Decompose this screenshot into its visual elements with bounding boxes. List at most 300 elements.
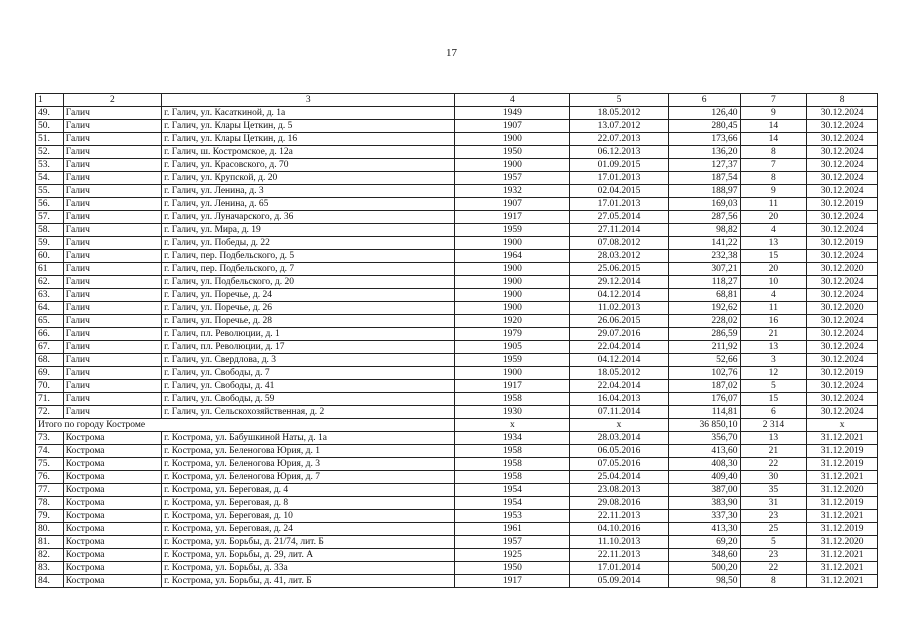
table-cell: 30.12.2024	[807, 172, 878, 185]
table-cell: 228,02	[668, 315, 740, 328]
table-row	[36, 198, 878, 211]
table-cell: 8	[740, 575, 807, 588]
table-row	[36, 341, 878, 354]
table-cell: 176,07	[668, 393, 740, 406]
table-cell: 1917	[455, 380, 570, 393]
table-cell: Кострома	[63, 497, 161, 510]
table-cell: 31.12.2021	[807, 549, 878, 562]
table-cell: 49.	[36, 107, 64, 120]
table-cell: 30.12.2024	[807, 250, 878, 263]
table-cell: Кострома	[63, 523, 161, 536]
table-cell: Галич	[63, 107, 161, 120]
table-cell: 348,60	[668, 549, 740, 562]
table-cell: Галич	[63, 406, 161, 419]
table-cell: 8	[740, 172, 807, 185]
table-cell: Кострома	[63, 432, 161, 445]
table-cell: 1930	[455, 406, 570, 419]
table-cell: 31.12.2019	[807, 497, 878, 510]
table-cell: 383,90	[668, 497, 740, 510]
table-cell: 409,40	[668, 471, 740, 484]
table-cell: 30.12.2024	[807, 107, 878, 120]
table-cell: 1900	[455, 133, 570, 146]
table-cell: 1900	[455, 276, 570, 289]
table-cell: 280,45	[668, 120, 740, 133]
table-cell: Кострома	[63, 471, 161, 484]
table-cell: 5	[740, 380, 807, 393]
table-cell: 69.	[36, 367, 64, 380]
table-cell: 1907	[455, 120, 570, 133]
table-cell: 71.	[36, 393, 64, 406]
table-cell: 56.	[36, 198, 64, 211]
table-cell: 7	[740, 159, 807, 172]
table-cell: 98,82	[668, 224, 740, 237]
table-cell: Галич	[63, 315, 161, 328]
table-cell: 1900	[455, 367, 570, 380]
table-cell: 17.01.2013	[570, 172, 668, 185]
table-cell: 22.04.2014	[570, 380, 668, 393]
table-cell: 17.01.2014	[570, 562, 668, 575]
table-cell: 286,59	[668, 328, 740, 341]
table-cell: 6	[740, 406, 807, 419]
table-cell: 64.	[36, 302, 64, 315]
column-number-cell: 4	[455, 94, 570, 107]
table-cell: 72.	[36, 406, 64, 419]
table-cell: 1957	[455, 536, 570, 549]
table-cell: г. Галич, ул. Поречье, д. 24	[162, 289, 455, 302]
table-cell: г. Кострома, ул. Береговая, д. 8	[162, 497, 455, 510]
table-cell: г. Галич, ул. Клары Цеткин, д. 16	[162, 133, 455, 146]
table-cell: 102,76	[668, 367, 740, 380]
table-cell: 35	[740, 484, 807, 497]
table-cell: 22.04.2014	[570, 341, 668, 354]
table-cell: 1959	[455, 224, 570, 237]
table-cell: 68.	[36, 354, 64, 367]
table-row	[36, 263, 878, 276]
table-cell: 61	[36, 263, 64, 276]
table-cell: 30.12.2024	[807, 224, 878, 237]
table-cell: г. Галич, пер. Подбельского, д. 5	[162, 250, 455, 263]
table-cell: 1900	[455, 302, 570, 315]
table-cell: 287,56	[668, 211, 740, 224]
table-cell: 1954	[455, 497, 570, 510]
table-cell: 59.	[36, 237, 64, 250]
table-cell: 232,38	[668, 250, 740, 263]
table-cell: г. Галич, ул. Красовского, д. 70	[162, 159, 455, 172]
table-row	[36, 315, 878, 328]
table-cell: Галич	[63, 120, 161, 133]
column-number-cell: 5	[570, 94, 668, 107]
table-cell: 31.12.2019	[807, 458, 878, 471]
table-cell: 07.08.2012	[570, 237, 668, 250]
table-cell: 16.04.2013	[570, 393, 668, 406]
table-cell: г. Галич, ул. Ленина, д. 3	[162, 185, 455, 198]
table-cell: 26.06.2015	[570, 315, 668, 328]
table-cell: 1900	[455, 289, 570, 302]
table-cell: 30.12.2024	[807, 406, 878, 419]
table-cell: Кострома	[63, 562, 161, 575]
table-row	[36, 172, 878, 185]
table-row	[36, 458, 878, 471]
table-cell: 31.12.2021	[807, 575, 878, 588]
table-cell: 413,30	[668, 523, 740, 536]
table-cell: 11	[740, 302, 807, 315]
table-cell: 68,81	[668, 289, 740, 302]
city-total-cell: 36 850,10	[668, 419, 740, 432]
table-cell: г. Кострома, ул. Борьбы, д. 41, лит. Б	[162, 575, 455, 588]
table-cell: 30.12.2024	[807, 120, 878, 133]
table-cell: Галич	[63, 133, 161, 146]
table-cell: 22.11.2013	[570, 510, 668, 523]
housing-register-table	[35, 93, 878, 588]
table-row	[36, 445, 878, 458]
column-number-cell: 7	[740, 94, 807, 107]
table-cell: г. Галич, ул. Свободы, д. 59	[162, 393, 455, 406]
table-cell: г. Галич, ул. Мира, д. 19	[162, 224, 455, 237]
table-cell: 30.12.2020	[807, 302, 878, 315]
table-cell: 65.	[36, 315, 64, 328]
table-cell: 28.03.2014	[570, 432, 668, 445]
table-cell: 1949	[455, 107, 570, 120]
table-cell: 57.	[36, 211, 64, 224]
table-cell: 30.12.2024	[807, 211, 878, 224]
table-cell: 27.05.2014	[570, 211, 668, 224]
table-cell: 188,97	[668, 185, 740, 198]
table-cell: г. Кострома, ул. Беленогова Юрия, д. 7	[162, 471, 455, 484]
table-cell: 13	[740, 237, 807, 250]
table-cell: Галич	[63, 159, 161, 172]
table-cell: 31.12.2021	[807, 510, 878, 523]
table-cell: 136,20	[668, 146, 740, 159]
table-row	[36, 211, 878, 224]
table-cell: 79.	[36, 510, 64, 523]
table-cell: 25	[740, 523, 807, 536]
table-row	[36, 224, 878, 237]
table-cell: 118,27	[668, 276, 740, 289]
table-cell: Галич	[63, 224, 161, 237]
table-cell: Галич	[63, 367, 161, 380]
table-cell: г. Галич, ул. Поречье, д. 26	[162, 302, 455, 315]
table-cell: 53.	[36, 159, 64, 172]
table-cell: Галич	[63, 198, 161, 211]
table-cell: 06.05.2016	[570, 445, 668, 458]
table-cell: г. Галич, ул. Ленина, д. 65	[162, 198, 455, 211]
table-row	[36, 159, 878, 172]
table-cell: 1917	[455, 211, 570, 224]
table-cell: Галич	[63, 276, 161, 289]
page-number: 17	[446, 47, 457, 59]
table-cell: 30.12.2024	[807, 354, 878, 367]
table-cell: 67.	[36, 341, 64, 354]
table-row	[36, 289, 878, 302]
table-cell: 31.12.2020	[807, 484, 878, 497]
table-cell: 13	[740, 341, 807, 354]
table-cell: 1925	[455, 549, 570, 562]
table-cell: 23	[740, 549, 807, 562]
table-cell: 30.12.2024	[807, 289, 878, 302]
table-cell: 1920	[455, 315, 570, 328]
table-cell: 31.12.2021	[807, 471, 878, 484]
table-cell: 18.05.2012	[570, 367, 668, 380]
table-cell: г. Галич, ул. Крупской, д. 20	[162, 172, 455, 185]
table-cell: 30.12.2020	[807, 263, 878, 276]
table-cell: 22	[740, 562, 807, 575]
table-row	[36, 237, 878, 250]
table-cell: 07.05.2016	[570, 458, 668, 471]
table-cell: 16	[740, 315, 807, 328]
table-cell: 30.12.2019	[807, 367, 878, 380]
table-cell: 30.12.2024	[807, 393, 878, 406]
table-cell: 15	[740, 250, 807, 263]
table-cell: 500,20	[668, 562, 740, 575]
table-cell: Галич	[63, 393, 161, 406]
table-cell: 337,30	[668, 510, 740, 523]
table-cell: 70.	[36, 380, 64, 393]
table-cell: г. Кострома, ул. Береговая, д. 4	[162, 484, 455, 497]
table-cell: 187,54	[668, 172, 740, 185]
table-cell: 05.09.2014	[570, 575, 668, 588]
table-cell: 30.12.2024	[807, 380, 878, 393]
table-cell: Галич	[63, 146, 161, 159]
table-cell: 30.12.2024	[807, 341, 878, 354]
table-cell: 27.11.2014	[570, 224, 668, 237]
table-cell: 1958	[455, 445, 570, 458]
table-cell: 31.12.2019	[807, 445, 878, 458]
table-cell: 15	[740, 393, 807, 406]
table-cell: Галич	[63, 172, 161, 185]
table-cell: 30.12.2024	[807, 146, 878, 159]
table-cell: 307,21	[668, 263, 740, 276]
table-row	[36, 276, 878, 289]
table-cell: Галич	[63, 263, 161, 276]
table-cell: 29.12.2014	[570, 276, 668, 289]
table-cell: 78.	[36, 497, 64, 510]
column-number-cell: 1	[36, 94, 64, 107]
table-cell: 1932	[455, 185, 570, 198]
table-cell: 9	[740, 185, 807, 198]
table-cell: Галич	[63, 341, 161, 354]
table-cell: 211,92	[668, 341, 740, 354]
table-row	[36, 120, 878, 133]
table-cell: 25.06.2015	[570, 263, 668, 276]
table-cell: 8	[740, 146, 807, 159]
table-cell: Кострома	[63, 458, 161, 471]
table-cell: 9	[740, 107, 807, 120]
table-cell: 1954	[455, 484, 570, 497]
table-row	[36, 549, 878, 562]
table-cell: 77.	[36, 484, 64, 497]
table-cell: Кострома	[63, 445, 161, 458]
table-cell: 18.05.2012	[570, 107, 668, 120]
table-cell: 12	[740, 367, 807, 380]
table-cell: г. Галич, ул. Победы, д. 22	[162, 237, 455, 250]
table-cell: 387,00	[668, 484, 740, 497]
table-cell: 1957	[455, 172, 570, 185]
table-cell: 31	[740, 497, 807, 510]
table-cell: 1964	[455, 250, 570, 263]
city-total-label: Итого по городу Костроме	[36, 419, 455, 432]
table-cell: 14	[740, 133, 807, 146]
table-cell: 82.	[36, 549, 64, 562]
table-cell: 62.	[36, 276, 64, 289]
table-cell: 73.	[36, 432, 64, 445]
table-cell: 54.	[36, 172, 64, 185]
table-cell: 11	[740, 198, 807, 211]
table-cell: 1950	[455, 146, 570, 159]
table-cell: 69,20	[668, 536, 740, 549]
table-cell: 51.	[36, 133, 64, 146]
table-cell: 66.	[36, 328, 64, 341]
table-cell: 23	[740, 510, 807, 523]
column-number-cell: 8	[807, 94, 878, 107]
table-cell: Галич	[63, 237, 161, 250]
table-cell: г. Кострома, ул. Борьбы, д. 29, лит. А	[162, 549, 455, 562]
table-cell: Галич	[63, 328, 161, 341]
table-cell: г. Галич, ул. Луначарского, д. 36	[162, 211, 455, 224]
table-cell: г. Галич, ш. Костромское, д. 12а	[162, 146, 455, 159]
table-cell: Кострома	[63, 536, 161, 549]
table-cell: 81.	[36, 536, 64, 549]
table-cell: Галич	[63, 380, 161, 393]
table-row	[36, 250, 878, 263]
table-cell: 13	[740, 432, 807, 445]
table-body	[36, 94, 878, 588]
table-cell: 31.12.2021	[807, 432, 878, 445]
table-cell: 83.	[36, 562, 64, 575]
table-cell: 20	[740, 263, 807, 276]
table-cell: 1934	[455, 432, 570, 445]
table-cell: 04.10.2016	[570, 523, 668, 536]
table-cell: г. Кострома, ул. Бабушкиной Наты, д. 1а	[162, 432, 455, 445]
table-cell: 413,60	[668, 445, 740, 458]
table-cell: 30.12.2019	[807, 198, 878, 211]
table-cell: г. Кострома, ул. Борьбы, д. 21/74, лит. Б	[162, 536, 455, 549]
table-cell: 31.12.2021	[807, 562, 878, 575]
table-cell: 1958	[455, 393, 570, 406]
table-row	[36, 146, 878, 159]
table-cell: 141,22	[668, 237, 740, 250]
table-cell: 30	[740, 471, 807, 484]
table-cell: 1905	[455, 341, 570, 354]
table-cell: Галич	[63, 354, 161, 367]
table-cell: 30.12.2024	[807, 276, 878, 289]
table-cell: 11.10.2013	[570, 536, 668, 549]
table-cell: Галич	[63, 289, 161, 302]
table-row	[36, 393, 878, 406]
table-row	[36, 523, 878, 536]
city-total-cell: 2 314	[740, 419, 807, 432]
table-cell: 30.12.2024	[807, 159, 878, 172]
table-cell: 1917	[455, 575, 570, 588]
table-cell: Галич	[63, 211, 161, 224]
table-row	[36, 367, 878, 380]
table-cell: 07.11.2014	[570, 406, 668, 419]
table-row	[36, 406, 878, 419]
table-row	[36, 380, 878, 393]
table-cell: 98,50	[668, 575, 740, 588]
table-cell: Галич	[63, 250, 161, 263]
table-cell: 126,40	[668, 107, 740, 120]
table-cell: г. Галич, ул. Подбельского, д. 20	[162, 276, 455, 289]
table-cell: 1900	[455, 159, 570, 172]
table-cell: 1900	[455, 237, 570, 250]
column-number-cell: 6	[668, 94, 740, 107]
table-cell: 173,66	[668, 133, 740, 146]
table-cell: Кострома	[63, 549, 161, 562]
table-row	[36, 471, 878, 484]
table-cell: 5	[740, 536, 807, 549]
table-cell: 21	[740, 328, 807, 341]
table-row	[36, 484, 878, 497]
table-cell: 1958	[455, 471, 570, 484]
table-cell: 55.	[36, 185, 64, 198]
table-cell: 31.12.2019	[807, 523, 878, 536]
city-total-row	[36, 419, 878, 432]
table-cell: г. Галич, ул. Свободы, д. 41	[162, 380, 455, 393]
table-cell: 4	[740, 289, 807, 302]
table-cell: 3	[740, 354, 807, 367]
table-cell: 30.12.2024	[807, 185, 878, 198]
table-cell: 1950	[455, 562, 570, 575]
column-number-cell: 2	[63, 94, 161, 107]
city-total-cell: x	[570, 419, 668, 432]
table-cell: 01.09.2015	[570, 159, 668, 172]
table-cell: 58.	[36, 224, 64, 237]
table-cell: 14	[740, 120, 807, 133]
table-row	[36, 575, 878, 588]
table-cell: Кострома	[63, 484, 161, 497]
table-cell: 1907	[455, 198, 570, 211]
table-cell: 114,81	[668, 406, 740, 419]
table-cell: 127,37	[668, 159, 740, 172]
city-total-cell: x	[455, 419, 570, 432]
table-cell: 13.07.2012	[570, 120, 668, 133]
table-cell: г. Галич, пер. Подбельского, д. 7	[162, 263, 455, 276]
table-cell: 30.12.2019	[807, 237, 878, 250]
table-cell: 20	[740, 211, 807, 224]
table-cell: 1979	[455, 328, 570, 341]
table-cell: 25.04.2014	[570, 471, 668, 484]
table-cell: 30.12.2024	[807, 328, 878, 341]
table-cell: 28.03.2012	[570, 250, 668, 263]
table-row	[36, 562, 878, 575]
table-cell: 1953	[455, 510, 570, 523]
table-row	[36, 133, 878, 146]
table-row	[36, 107, 878, 120]
table-cell: 80.	[36, 523, 64, 536]
table-cell: 74.	[36, 445, 64, 458]
table-cell: г. Галич, ул. Свободы, д. 7	[162, 367, 455, 380]
table-cell: 22	[740, 458, 807, 471]
city-total-cell: x	[807, 419, 878, 432]
table-row	[36, 510, 878, 523]
table-cell: 76.	[36, 471, 64, 484]
table-cell: г. Галич, ул. Сельскохозяйственная, д. 2	[162, 406, 455, 419]
table-cell: 84.	[36, 575, 64, 588]
table-cell: г. Кострома, ул. Беленогова Юрия, д. 3	[162, 458, 455, 471]
table-row	[36, 185, 878, 198]
table-cell: 63.	[36, 289, 64, 302]
table-cell: Галич	[63, 185, 161, 198]
table-row	[36, 328, 878, 341]
table-cell: 30.12.2024	[807, 315, 878, 328]
table-cell: 1959	[455, 354, 570, 367]
table-cell: 52,66	[668, 354, 740, 367]
table-cell: 29.07.2016	[570, 328, 668, 341]
table-cell: 1961	[455, 523, 570, 536]
table-cell: 408,30	[668, 458, 740, 471]
table-cell: 29.08.2016	[570, 497, 668, 510]
table-cell: г. Галич, ул. Свердлова, д. 3	[162, 354, 455, 367]
